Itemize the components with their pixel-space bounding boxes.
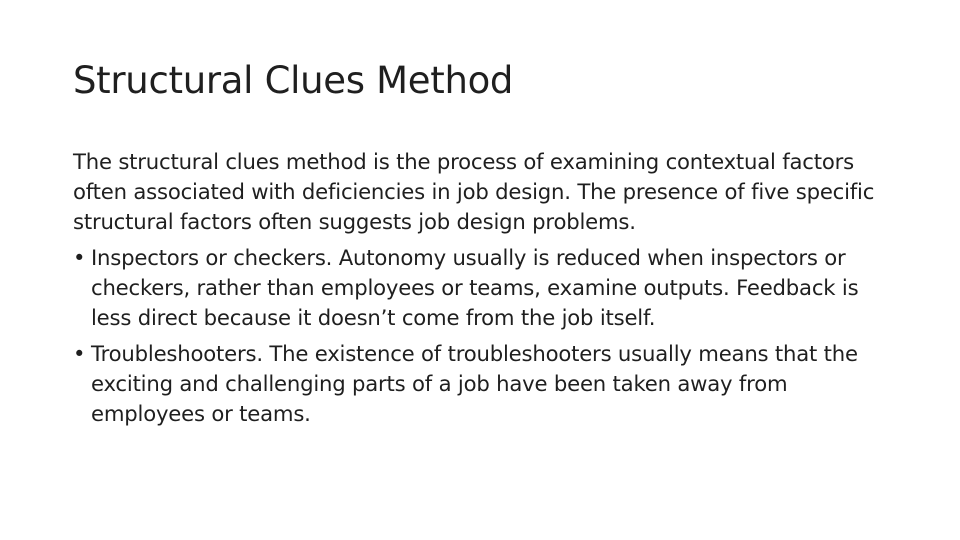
bullet-icon: • — [73, 341, 86, 366]
bullet-item-troubleshooters — [73, 339, 903, 429]
bullet-item-inspectors — [73, 243, 903, 333]
bullet-text: Troubleshooters. The existence of troubleshooters usually means that the exciting and challenging parts of a job have been taken away from employees or teams. — [91, 341, 858, 426]
slide-body — [73, 147, 903, 435]
bullet-text: Inspectors or checkers. Autonomy usually is reduced when inspectors or checkers, rather than employees or teams, examine outputs. Feedback is less direct because it doesn’t come from the job itself. — [91, 245, 859, 330]
intro-paragraph: The structural clues method is the process of examining contextual factors often associated with deficiencies in job design. The presence of five specific structural factors often suggests job design problems. — [73, 149, 875, 234]
bullet-icon: • — [73, 245, 86, 270]
slide-title: Structural Clues Method — [73, 59, 514, 102]
bullet-list — [73, 243, 903, 429]
